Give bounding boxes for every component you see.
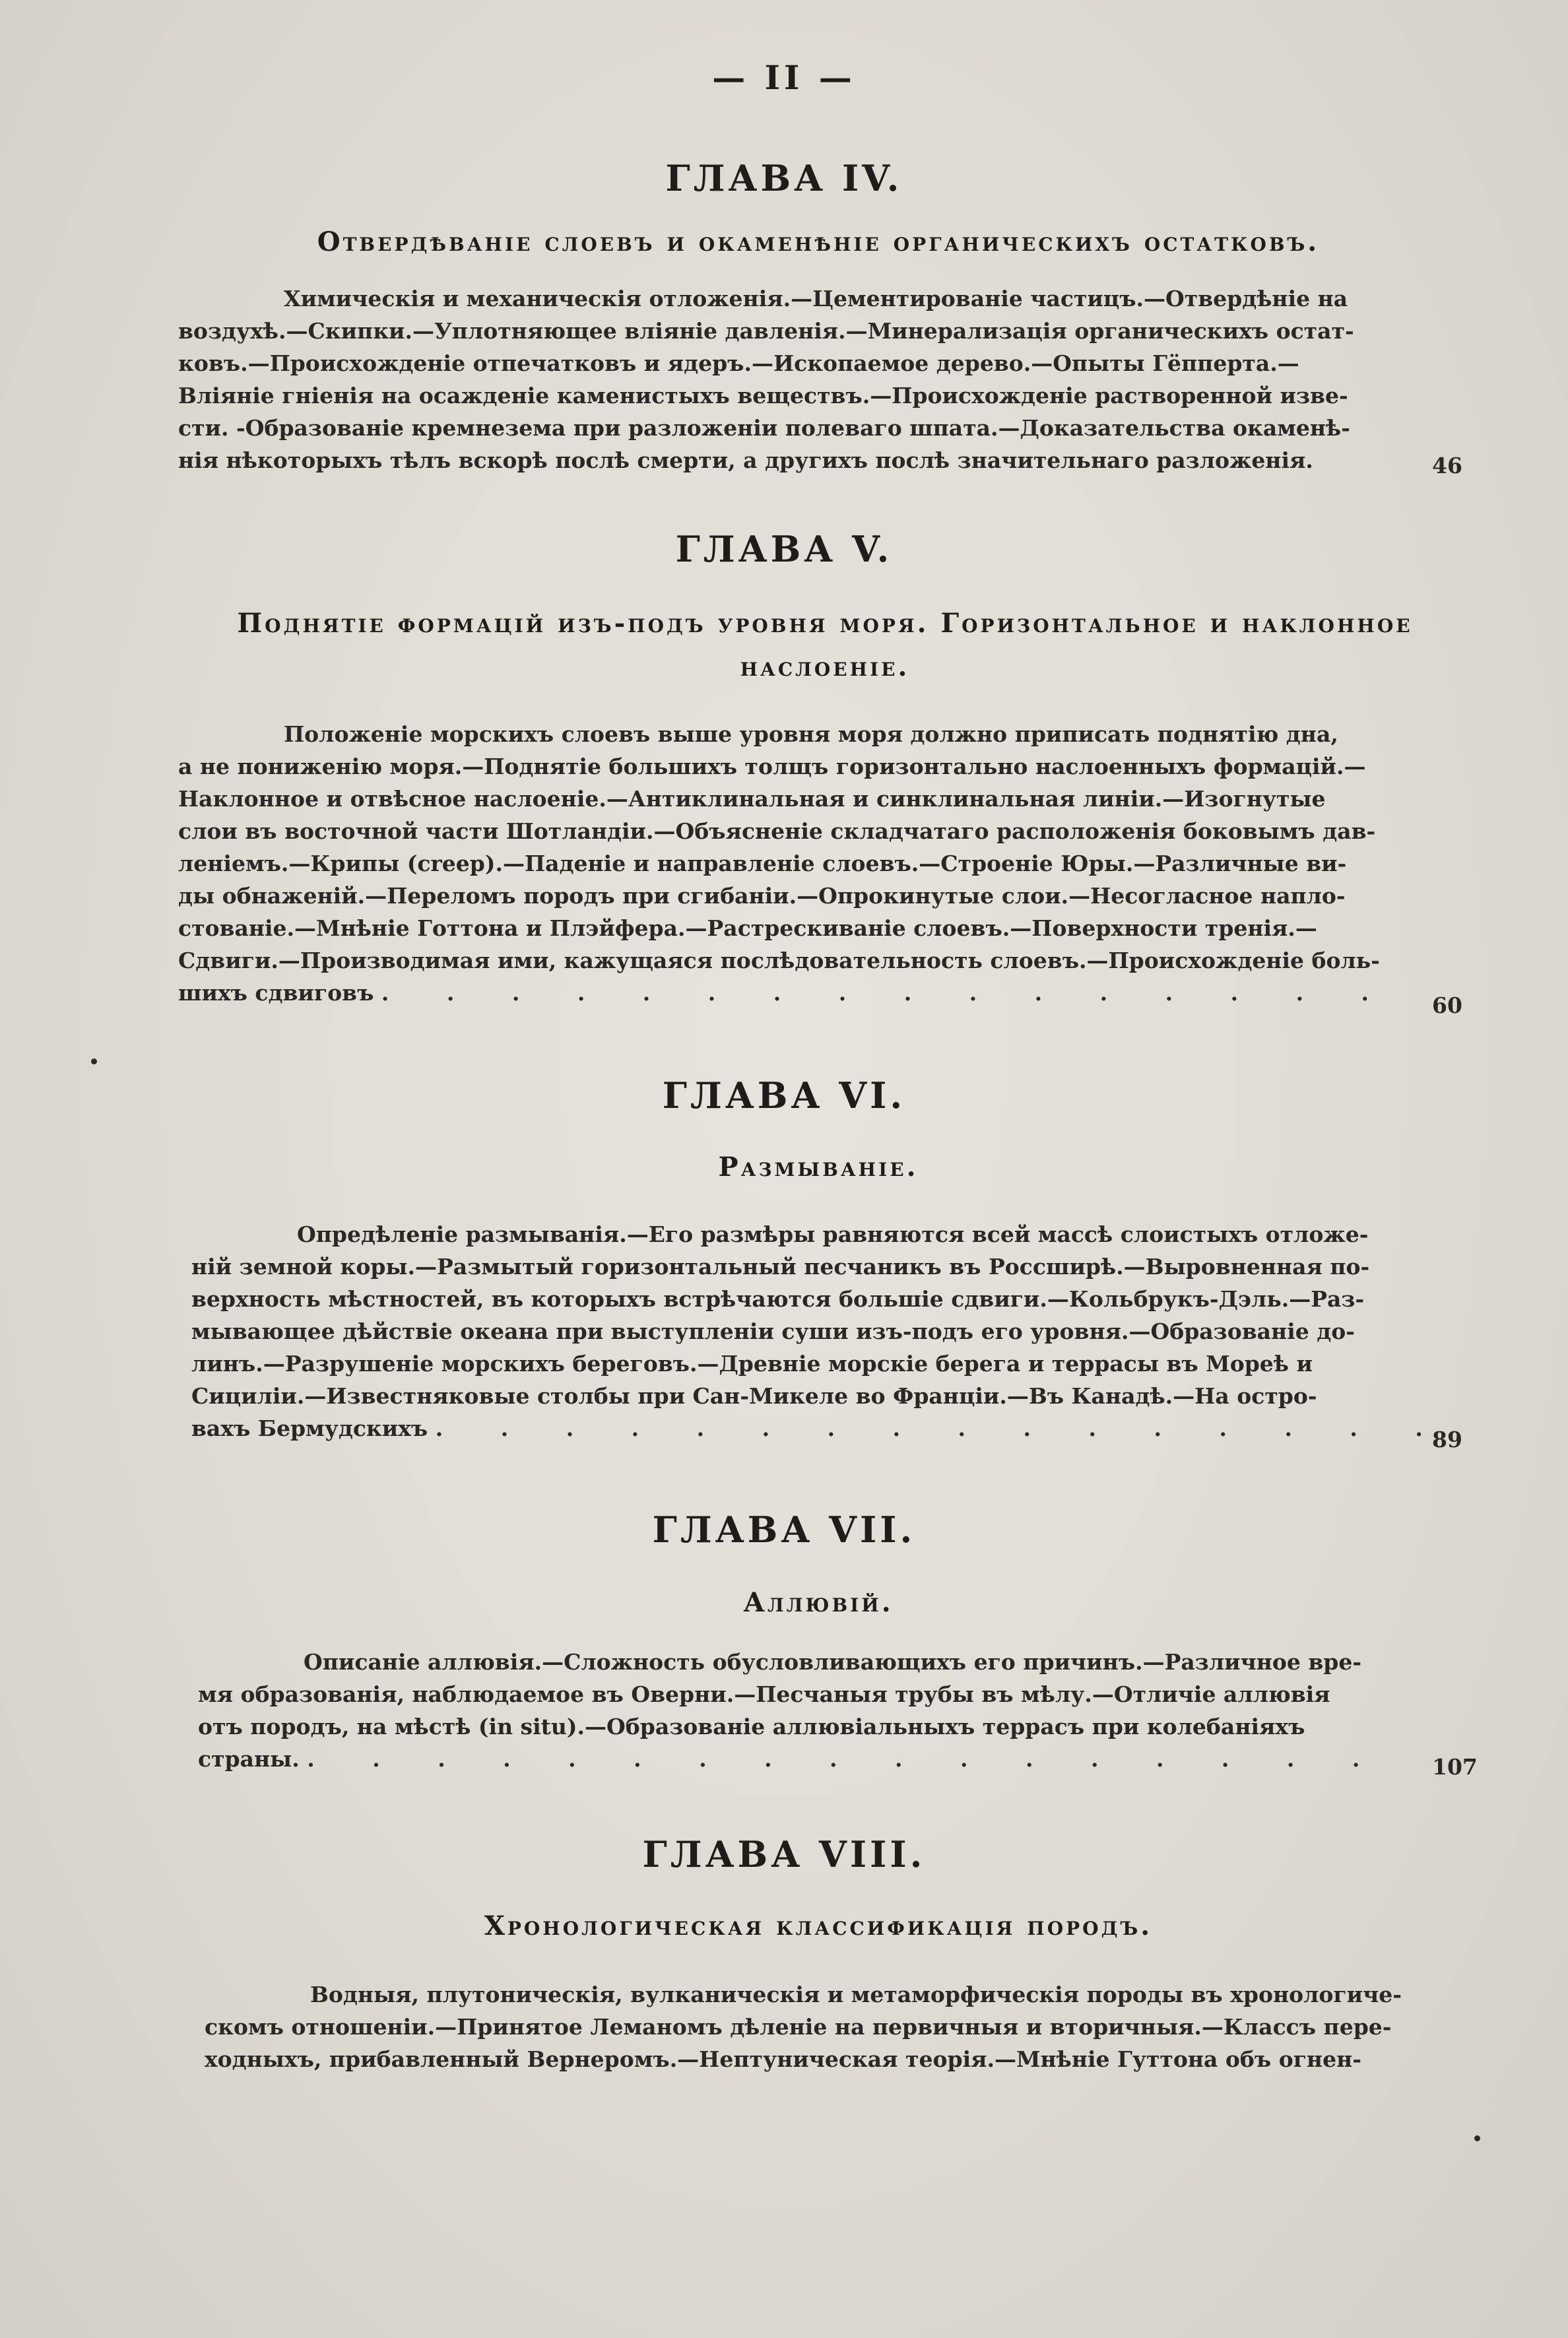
chapter-5-subtitle-line: наслоеніе. xyxy=(740,651,910,682)
summary-line: сти. -Образованіе кремнезема при разложеніи полеваго шпата.—Доказательства окаменѣ- xyxy=(178,415,1350,441)
chapter-4-summary xyxy=(178,282,1359,476)
summary-line: стованіе.—Мнѣніе Готтона и Плэйфера.—Растрескиваніе слоевъ.—Поверхности тренія.— xyxy=(178,915,1317,941)
chapter-8-subtitle-line: Хронологическая классификація породъ. xyxy=(484,1910,1153,1941)
chapter-6-subtitle xyxy=(165,1146,1472,1189)
summary-line: Вліяніе гніенія на осажденіе каменистыхъ веществъ.—Происхожденіе растворенной изве- xyxy=(178,383,1348,408)
summary-line: линъ.—Разрушеніе морскихъ береговъ.—Древніе морскіе берега и террасы въ Мореѣ и xyxy=(191,1351,1313,1377)
summary-line: отъ породъ, на мѣстѣ (in situ).—Образованіе аллювіальныхъ террасъ при колебаніяхъ xyxy=(198,1714,1305,1739)
summary-line: скомъ отношеніи.—Принятое Леманомъ дѣленіе на первичныя и вторичныя.—Классъ пере- xyxy=(205,2014,1392,2040)
summary-line: ній земной коры.—Размытый горизонтальный песчаникъ въ Россширѣ.—Выровненная по- xyxy=(191,1254,1370,1280)
chapter-4-page-ref: 46 xyxy=(1432,453,1462,478)
summary-line: нія нѣкоторыхъ тѣлъ вскорѣ послѣ смерти, а другихъ послѣ значительнаго разложенія. xyxy=(178,447,1313,473)
summary-line: Наклонное и отвѣсное наслоеніе.—Антиклинальная и синклинальная линіи.—Изогнутые xyxy=(178,786,1326,812)
summary-line xyxy=(191,1412,1448,1445)
chapter-8-subtitle xyxy=(165,1904,1472,1948)
paper-speck xyxy=(91,1058,97,1064)
leader-dots: . . . . . . . . . . . . . . . . xyxy=(381,980,1394,1006)
summary-line: верхность мѣстностей, въ которыхъ встрѣчаются большіе сдвиги.—Кольбрукъ-Дэль.—Раз- xyxy=(191,1286,1365,1312)
summary-line-text: шихъ сдвиговъ xyxy=(178,980,374,1006)
chapter-4-subtitle-line: Отвердѣваніе слоевъ и окаменѣніе органическихъ остатковъ. xyxy=(317,226,1320,257)
summary-line: мя образованія, наблюдаемое въ Оверни.—Песчаныя трубы въ мѣлу.—Отличіе аллювія xyxy=(198,1681,1330,1707)
leader-dots: . . . . . . . . . . . . . . . . xyxy=(435,1415,1448,1441)
chapter-5-page-ref: 60 xyxy=(1432,992,1462,1018)
summary-line xyxy=(178,977,1399,1009)
chapter-4-title: ГЛАВА IV. xyxy=(665,157,903,199)
paper-speck xyxy=(1474,2135,1480,2141)
chapter-7-page-ref: 107 xyxy=(1432,1754,1478,1780)
leader-dots: . . . . . . . . . . . . . . . . . xyxy=(307,1746,1385,1772)
summary-line: леніемъ.—Крипы (creep).—Паденіе и направленіе слоевъ.—Строеніе Юры.—Различные ви- xyxy=(178,851,1347,876)
summary-line-text: вахъ Бермудскихъ xyxy=(191,1415,428,1441)
summary-line: Описаніе аллювія.—Сложность обусловливающихъ его причинъ.—Различное вре- xyxy=(304,1649,1362,1675)
chapter-5-summary xyxy=(178,718,1399,1009)
chapter-6-title: ГЛАВА VI. xyxy=(662,1074,906,1117)
summary-line: Положеніе морскихъ слоевъ выше уровня моря должно приписать поднятію дна, xyxy=(284,721,1338,747)
summary-line: Опредѣленіе размыванія.—Его размѣры равняются всей массѣ слоистыхъ отложе- xyxy=(297,1221,1369,1247)
page-number: — II — xyxy=(712,58,856,97)
chapter-5-subtitle xyxy=(178,602,1472,689)
chapter-8-title: ГЛАВА VIII. xyxy=(642,1833,926,1875)
summary-line: Водныя, плутоническія, вулканическія и метаморфическія породы въ хронологиче- xyxy=(310,1982,1402,2007)
chapter-6-subtitle-line: Размываніе. xyxy=(718,1152,919,1183)
summary-line: а не пониженію моря.—Поднятіе большихъ толщъ горизонтально наслоенныхъ формацій.— xyxy=(178,754,1366,779)
chapter-7-summary xyxy=(198,1646,1399,1775)
summary-line xyxy=(198,1743,1399,1775)
summary-line: воздухѣ.—Скипки.—Уплотняющее вліяніе давленія.—Минерализація органическихъ остат- xyxy=(178,318,1354,344)
summary-line: ды обнаженій.—Переломъ породъ при сгибаніи.—Опрокинутые слои.—Несогласное напло- xyxy=(178,883,1346,909)
summary-line: ходныхъ, прибавленный Вернеромъ.—Нептуническая теорія.—Мнѣніе Гуттона объ огнен- xyxy=(205,2046,1361,2072)
summary-line-text: страны. xyxy=(198,1746,300,1772)
chapter-4-subtitle xyxy=(165,220,1472,264)
summary-line: Химическія и механическія отложенія.—Цементированіе частицъ.—Отвердѣніе на xyxy=(284,286,1348,311)
chapter-5-title: ГЛАВА V. xyxy=(675,528,893,570)
chapter-7-title: ГЛАВА VII. xyxy=(652,1509,916,1551)
summary-line: мывающее дѣйствіе океана при выступленіи суши изъ-подъ его уровня.—Образованіе до- xyxy=(191,1318,1355,1344)
chapter-6-page-ref: 89 xyxy=(1432,1427,1462,1452)
summary-line: ковъ.—Происхожденіе отпечатковъ и ядеръ.—Ископаемое дерево.—Опыты Гёпперта.— xyxy=(178,350,1299,376)
chapter-6-summary xyxy=(191,1218,1448,1445)
chapter-7-subtitle-line: Аллювій. xyxy=(743,1587,894,1618)
summary-line: Сдвиги.—Производимая ими, кажущаяся послѣдовательность слоевъ.—Происхожденіе боль- xyxy=(178,948,1380,973)
chapter-8-summary xyxy=(205,1978,1406,2075)
chapter-5-subtitle-line: Поднятіе формацій изъ-подъ уровня моря. Горизонтальное и наклонное xyxy=(237,608,1413,639)
chapter-7-subtitle xyxy=(165,1581,1472,1625)
summary-line: слои въ восточной части Шотландіи.—Объясненіе складчатаго расположенія боковымъ дав- xyxy=(178,818,1376,844)
summary-line: Сициліи.—Известняковые столбы при Сан-Микеле во Франціи.—Въ Канадѣ.—На остро- xyxy=(191,1383,1317,1409)
